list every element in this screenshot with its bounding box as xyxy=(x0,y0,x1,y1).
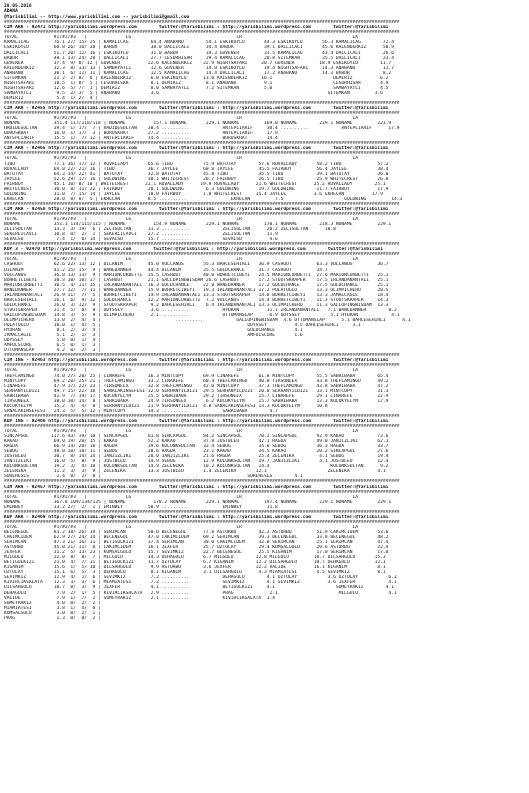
table-row: DEMIRIZ 5.4 1/ 2/ 4 | xyxy=(4,95,99,101)
separator-line: ############################################################################################################################################### xyxy=(4,151,400,157)
table-row: ROVALLADY 69.0 22/ 21/ 16 | TIBO 36.7 JAYLEE 60.8 JAYLEE 45.5 FAIRBOY 56.4 JAYLEE 38.4 xyxy=(4,166,389,172)
table-row: MIAMIATESI 3.8 1/ 4/ 0 | xyxy=(4,605,101,611)
separator-line: ############################################################################################################################################### xyxy=(4,519,400,525)
table-row: BAHCESEHIRLI 26.1 6/ 9/ 12 | GOLDCHANCE 12.2 MARIONCORBETTI 7.2 VULCANUS 14.4 BUHRETCIBEYI 11.3 STOOTSKRAPER 14.3 xyxy=(4,297,389,303)
report-city: ADANA xyxy=(4,9,18,15)
table-row: KAMALICAG 76.1 27/ 15/ 25 | KAMALICAG 64.4 ANABANU 54.1 ESKIKOYLU 44.3 ESKIKOYLU 56.3 KAMALICAG 72.4 xyxy=(4,40,394,46)
table-row: JANJIZLIKI 16.0 5/ 8/ 9 | JUSTBLEU 14.9 SEBOG 12.9 KULUNKSULTAN 19.7 JANJIZLIKI 4.1 JUSTBLEU 12.4 xyxy=(4,459,389,465)
table-row: BECENEGUL 83.2 38/ 26/ 19 | SERIMCAN 50.0 BECENEGUL 77.8 ASTURBO 42.2 ASTURBO 51.9 CAKIMCIDEM 53.6 xyxy=(4,529,389,535)
separator-line: ############################################################################################################################################### xyxy=(4,423,400,429)
table-row: JAMALCAGIL 5.1 2/ 1/ 3 | AMFULSCORE 1.6 xyxy=(4,333,303,339)
column-header-row: TOTAL #1/#2/#3 | LG LR LA xyxy=(4,116,359,122)
separator-line: ############################################################################################################################################### xyxy=(4,20,400,26)
column-header-row: TOTAL #1/#2/#3 | LG LR LA xyxy=(4,217,359,223)
table-row: ZELISULTAN 13.3 3/ 19/ 6 | ZELISULTAN 31.3 .......... ZELISULTAN 20.2 ZELISULTAN 10.8 xyxy=(4,227,336,233)
separator-line: ############################################################################################################################################### xyxy=(4,141,400,147)
table-row: JUSTBLEU 30.7 8/ 14/ 14 | JANJIZLIKI 20.0 JANJIZLIKI 21.6 RAGDA 25.4 ZELENIKA 4.1 SEBOG 19.4 xyxy=(4,454,389,460)
table-row: VULCANUS 36.0 13/ 13/ 9 | MARIONCORBETTI 35.5 CASHOUT 40.0 BUHRETCIBEYI 24.5 MARIONCORBETTI 27.6 MARIONCORBETTI 25.1 xyxy=(4,272,389,278)
table-row: ASTURBO 45.0 21/ 11/ 8 | CAKIMCIDEM 16.1 JEXFER 25.7 OZTULAY 29.4 KUMSALGULU 20.6 ASTURBO 22.4 xyxy=(4,545,389,551)
table-row: GALLOPINGWISDAM 14.8 3/ 5/ 9 | OLIMPICHERO 2.1 .......... OTTOMANSLAP 6.9 ODYSSEY 5.1 HYDRAN 4.1 xyxy=(4,312,400,318)
table-row: OLIMPICHERO 13.0 2/ 4/ 4 | .......... GALLOPINGWISDAM 4.6 OTTOMANSLAP 5.1 BAHCESEHIRLI 4.1 xyxy=(4,317,411,323)
table-row: BABUR 48.1 13/ 24/ 20 | DALLICALI 27.7 CESURHISAR 29.4 KAMALICAG 20.8 SITEMKAN 35.5 DALLICALI 23.4 xyxy=(4,55,394,61)
table-row: HADIDESULTAN 39.4 1/ 17/ 7 | HADIDESULTAN 30.4 .......... ANTEPLIARIF 30.4 .......... ANTEPLIARIF 17.9 xyxy=(4,126,400,132)
table-row: SEVALSU 7.4 1/ 0/ 14 | SEVALSU 15.7 .......... SEVALSU 4.6 xyxy=(4,237,278,243)
table-row: SEBOG 48.0 18/ 18/ 11 | SEBOG 28.6 RAGDA 23.1 KAKAO 34.5 KAKAO 20.2 SINCAPGUL 27.6 xyxy=(4,449,389,455)
table-row: NIGHTSAFARI 12.6 5/ 7/ 1 | DEMIRIZ 0.0 SAMBAYATLI 7.2 SITEMKAN 5.0 SAMBAYATLI 4.5 xyxy=(4,85,389,91)
column-header-row: TOTAL #1/#2/#3 | LG LR LA xyxy=(4,494,359,500)
race-block xyxy=(4,414,529,480)
table-row: BETIGULKIZI 21.0 4/ 7/ 11 | BETIGULKIZI 11.7 OZTULAY 6.7 KIGANIM 12.2 DILSAHGULU 10.7 DEHAGULU 12.1 xyxy=(4,560,386,566)
column-header-row: TOTAL #1/#2/#3 | LG LR LA xyxy=(4,429,359,435)
table-row: BUHRETCIBEYI 30.3 10/ 10/ 17 | CASHOUT 21.1 GALLOPINGWISDAM 26.6 CASHOUT 17.2 STOOTSKRAPER 17.5 IRLANDANANTALI 25.1 xyxy=(4,277,389,283)
table-row: CAKIMCIDEM 62.9 27/ 24/ 14 | BECENEGUL 47.0 CAKIMCIDEM 69.2 SERIMCAN 39.3 BECENEGUL 33.8 BECENEGUL 48.2 xyxy=(4,535,389,540)
table-row: SERHANYILDIZI 49.7 15/ 22/ 18 | SANALAKINSEFESI 32.0 SERHANYILDIZI 29.5 SERHANYILDIZI 20.0 SERHANYILDIZI 33.1 MINTCOPY 31.3 xyxy=(4,388,389,394)
separator-line: ############################################################################################################################################### xyxy=(4,100,400,106)
table-row: OTTOMANSLAP 4.2 0/ 2/ 3 | xyxy=(4,348,101,354)
race-title: CIM ARA - 92471 http://yarisbilimi.wordpress.com twitter:@Yarisbilimi : http://yarisbilimi.wordpress.com twitter:@Yarisbilimi xyxy=(4,25,389,31)
table-row: CINAREFE 47.9 17/ 22/ 23 | TIRSONEEX 32.8 THEFLAMINGO 42.0 MINTCOPY 37.3 THEFLAMINGO 43.8 SABRIBABA 47.2 xyxy=(4,383,389,389)
table-row: SITEMKAN 21.2 2/ 8/ 8 | KALENDERKIZ 6.0 ESKIKOYLU 13.0 KALENDERKIZ 16.1 DEMIRIZ 6.2 xyxy=(4,75,389,81)
table-row: OZTULAY 15.1 6/ 5/ 3 | DEHAGULU 8.1 KIGANIM 3.1 DILSAHGULU 4.3 MIAMIATESI 4.5 SEVIMKIZ 8.1 xyxy=(4,570,386,576)
table-row: NONAME 367.8 109/134/135 | NONAME 178.2 NONAME 229.1 NONAME 197.4 NONAME 229.1 NONAME 229.1 xyxy=(4,499,392,505)
race-block xyxy=(4,479,529,509)
table-row: WHITECREST 30.0 8/ 11/ 22 | FAIRBOY 20.1 GOLDWING 6.3 GOLDWING 19.7 GOLDWING 11.7 FAIRBOY 17.9 xyxy=(4,186,389,192)
race-block xyxy=(4,202,529,242)
table-row: SANALAKINSEFESI 24.3 5/ 5/ 12 | MINTCOPY 14.3 .......... SABRIBABA 4.7 xyxy=(4,408,278,414)
table-row: BATUTAY 64.3 14/ 22/ 41 | BATUTAY 32.8 BATUTAY 45.8 TIBO 35.5 TIBO 39.1 BATUTAY 36.0 xyxy=(4,171,389,177)
race-block xyxy=(4,242,529,353)
table-row: SAMBAYATLI 9.5 2/ 3/ 5 | ANABANU 3.6 SITEMKAN 3.6 xyxy=(4,90,383,96)
separator-line: ############################################################################################################################################### xyxy=(4,242,400,248)
table-row: VALIDE 7.9 1/ 7/ 2 | SUMEYRAKIZ 2.1 .......... KIVIRCIKSALATA 1.4 xyxy=(4,595,276,601)
table-row: KUCUKYELYM 15.2 4/ 4/ 8 | SERHANYILDIZI 21.9 SERHANYILDIZI 4.8 SANALAKINSEFESI 13.3 KUCUKYELYM 10.8 xyxy=(4,403,328,409)
table-row: NIGHTSAFARI 18.5 1/ 8/ 5 | CESURHISAR 0.1 DEMIRIZ 8.1 ANABANU 9.1 CESURHISAR 4.9 xyxy=(4,80,389,86)
table-row: KIVIRCIKSALATA 12.3 3/ 3/ 6 | MIAMIATESI 7.2 .......... SEVIMKIZ 4.1 SEVIMKIZ 3.6 JEXFER 4.1 xyxy=(4,580,397,586)
table-row: STOOTSKRAPER 21.4 5/ 8/ 8 | ODYSSEY 3.6 .......... HYDRAN 11.1 IRLANDANANTALI 7.1 WANEDANNER 8.2 xyxy=(4,307,397,313)
table-row: MINTCOPY 69.2 20/ 25/ 21 | THEFLAMINGO 33.2 CINAREFE 60.4 THEFLAMINGO 40.0 TIRSONEEX 43.8 THEFLAMINGO 49.2 xyxy=(4,378,389,384)
race-title: CIM ARA - 92456 http://yarisbilimi.wordpress.com twitter:@Yarisbilimi : http://yarisbilimi.wordpress.com twitter:@Yarisbilimi xyxy=(4,206,389,212)
table-row: WANEDANNER 27.7 12/ 7/ 11 | WANEDANNER 15.9 BUHRETCIBEYI 19.3 IRLANDANANTALI 17.2 POLATOGLU 13.3 OLIMPICHERO 20.5 xyxy=(4,287,389,293)
table-row: RAGDA 66.9 14/ 20/ 18 | RAGDA 39.6 KULUNKSULTAN 32.4 SEBOG 34.8 SEBOG 36.3 RAGDA 33.7 xyxy=(4,444,389,450)
separator-line: ############################################################################################################################################### xyxy=(4,212,400,217)
column-header-row: TOTAL #1/#2/#3 | LG LR LA xyxy=(4,156,359,162)
race-title: KUP 3 - 92470 http://yarisbilimi.wordpress.com twitter:@Yarisbilimi : http://yarisbilimi.wordpress.com twitter:@Yarisbilimi xyxy=(4,247,383,253)
table-row: JEXFER 31.2 5/ 13/ 23 | KUMSALGULU 15.7 SEVIMKIZ 22.7 BECENEGUL 25.5 KIGANIM 17.0 SERIMCAN 17.0 xyxy=(4,550,389,556)
table-row: GUVENER 37.4 9/ 8/ 12 | GUVENER 22.6 KALENDERKIZ 22.9 NIGHTSAFARI 20.7 GUVENER 18.9 ESKIKOYLU 11.7 xyxy=(4,60,392,66)
report-date: 28.05.2016 xyxy=(4,4,32,9)
table-row: SUMEYRAKIZ 4.0 0/ 2/ 2 | xyxy=(4,600,101,606)
table-row: SOREHESLS 1.4 0/ 2/ 0 | SOREHESLS 4.1 xyxy=(4,474,303,480)
table-row: GOLDWING 31.0 7/ 15/ 14 | JAYLEE 10.0 FAIRBOY 1.0 WHITECREST 15.4 JAYLEE 3.6 EKRECAN 17.9 xyxy=(4,191,383,197)
separator-line: ############################################################################################################################################### xyxy=(4,30,400,36)
table-row: KULUNKSULTAN 19.2 3/ 4/ 10 | KULUNKSULTAN 14.9 ZELENIKA 10.2 KULUNKSULTAN 14.4 KULUNKSULTAN 9.2 xyxy=(4,464,389,470)
table-row: MARIONCORBETTI 30.5 4/ 11/ 15 | IRLANDANANTALI 16.3 GOLDCHANCE 22.0 WANEDANNER 17.2 GOLDCHANCE 17.5 GOLDCHANCE 25.1 xyxy=(4,282,389,288)
table-row: KIGANIM 15.6 1/ 5/ 10 | DILSAHGULU 9.9 ASTURBO 3.6 JEXFER 12.2 VALIDE 16.1 KIGANIM 8.1 xyxy=(4,565,386,571)
separator-line: ############################################################################################################################################### xyxy=(4,489,400,495)
table-row: DALLICALI 51.7 20/ 12/ 16 | ESKIKOYLU 31.0 BABUR 34.3 GUVENER 31.5 KAMALICAG 43.4 DALLICALI 26.6 xyxy=(4,50,394,56)
table-row: JAYLEE 52.6 29/ 17/ 16 | GOLDWING 30.1 WHITECREST 20.7 FAIRBOY 26.5 TIBO 25.9 WHITECREST 26.0 xyxy=(4,176,389,182)
separator-line: ############################################################################################################################################### xyxy=(4,509,400,515)
race-title: KUP ARA - 92469 http://yarisbilimi.wordpress.com twitter:@Yarisbilimi : http://yarisbilimi.wordpress.com twitter:@Yarisbilimi xyxy=(4,514,389,520)
table-row: KAKAO 69.0 19/ 20/ 15 | KAKAO 52.2 KAKAO 37.8 JUSTBLEU 42.1 RAGDA 49.0 JANJIZLIKI 62.1 xyxy=(4,439,389,445)
table-row: ODYSSEY 5.0 0/ 1/ 4 | xyxy=(4,338,101,344)
race-title: CIM ARA - 92455 http://yarisbilimi.wordpress.com twitter:@Yarisbilimi : http://yarisbilimi.wordpress.com twitter:@Yarisbilimi xyxy=(4,106,389,112)
table-row: POLATOGLU 10.0 1/ 4/ 5 | ODYSSEY 4.5 BAHCESEHIRLI 3.1 xyxy=(4,323,361,329)
table-row: ZELENIKA 11.2 3/ 3/ 9 | ZELENIKA 13.3 JUSTBLEU 1.4 ZELENIKA 12.1 ZELENIKA 4.1 xyxy=(4,469,386,475)
table-row: SEVIMKIZ 12.9 4/ 1/ 6 | SEVIMKIZ 7.2 .......... DEHAGULU 4.1 OZTULAY 3.6 OZTULAY 6.2 xyxy=(4,575,397,581)
table-row: SEKERLICAVCI 10.8 0/ 2/ 1 | SEKERLICAVCI 27.2 .......... ZELISULTAN 11.9 xyxy=(4,232,278,238)
separator-line: ############################################################################################################################################### xyxy=(4,252,400,258)
table-row: NONAME 351.4 117/118/118 | NONAME 157.1 NONAME 229.1 NONAME 169.0 NONAME 229.1 NONAME 221.9 xyxy=(4,121,392,127)
races-container xyxy=(4,20,529,621)
table-row: PRAG 1.3 0/ 0/ 2 | xyxy=(4,615,101,621)
table-row: DEHAGULU 7.9 2/ 1/ 5 | KIVIRCIKSALATA 2.9 .......... PRAG 2.1 MILGULU 4.1 xyxy=(4,590,397,596)
race-title: CIM ARA - 92465 http://yarisbilimi.wordpress.com twitter:@Yarisbilimi : http://yarisbilimi.wordpress.com twitter:@Yarisbilimi xyxy=(4,146,389,152)
table-row: TIRSONEEX 38.0 10/ 14/ 8 | SABRIBABA 24.9 TIRSONEEX 6.2 KUCUKYELYM 15.7 SABRIBABA 13.3 KUCUKYELYM 17.9 xyxy=(4,398,389,404)
race-title: KUP ING - 92466 http://yarisbilimi.wordpress.com twitter:@Yarisbilimi : http://yarisbilimi.wordpress.com twitter:@Yarisbilimi xyxy=(4,418,389,424)
column-header-row: TOTAL #1/#2/#3 | LG LR LA xyxy=(4,35,359,41)
table-row: MILGULU 22.0 8/ 8/ 7 | MILGULU 14.3 DEHAGULU 6.7 MILGULU 12.8 MILGULU 10.7 DILSAHGULU 15.3 xyxy=(4,555,386,561)
table-row: FAIRBOY 45.1 10/ 8/ 10 | WHITECREST 22.1 ROVALLADY 19.9 ROVALLADY 21.6 WHITECREST 25.2 ROVALLADY 25.1 xyxy=(4,181,386,187)
separator-line: ############################################################################################################################################### xyxy=(4,111,400,117)
table-row: IRLANDANANTALI 26.9 11/ 7/ 5 | BUHRETCIBEYI 14.9 IRLANDANANTALI 13.3 STOOTSKRAPER 14.8 BUHRETCIBEYI 13.3 JAMALCAGIL 18.4 xyxy=(4,292,389,298)
race-block xyxy=(4,20,529,101)
table-row: DILANIM 41.2 15/ 15/ 9 | WANEDANNER 44.4 DILANIM 35.5 GOLDCHANCE 31.7 CASHOUT 34.7 xyxy=(4,267,328,273)
table-row: KUMSALGULU 3.0 0/ 2/ 1 | xyxy=(4,610,101,616)
column-header-row: TOTAL #1/#2/#3 | LG LR LA xyxy=(4,368,359,374)
table-row: SINCAPGUL 117.6 43/ 19/ 10 | SINCAPGUL 61.8 SINCAPGUL 84.2 SINCAPGUL 70.2 SINCAPGUL 92.9 KAKAO 73.6 xyxy=(4,434,389,440)
table-row: DILSAHGULU 10.7 0/ 3/ 9 | JEXFER 4.1 .......... BETIGULKIZI 4.1 SUMEYRAKIZ 4.1 xyxy=(4,585,394,591)
separator-line: ############################################################################################################################################### xyxy=(4,353,400,359)
separator-line: ############################################################################################################################################### xyxy=(4,479,400,485)
race-block xyxy=(4,101,529,141)
table-row: ANTEPLIARIF 15.5 1/ 7/ 12 | ANTEPLIARIF 14.4 .......... BURUSKHAT 14.4 xyxy=(4,136,278,142)
race-title: CIM ARA - 92457 http://yarisbilimi.wordpress.com twitter:@Yarisbilimi : http://yarisbilimi.wordpress.com twitter:@Yarisbilimi xyxy=(4,484,389,490)
table-row: EMINBEY 33.2 27/ 2/ 1 | EMINBEY 50.9 .......... EMINBEY 31.8 xyxy=(4,504,278,510)
table-row: SERIMCAN 47.3 21/ 16/ 11 | BETIGULKIZI 37.4 SERIMCAN 30.0 CAKIMCIDEM 32.0 SERIMCAN 25.1 SERIMCAN 47.4 xyxy=(4,540,389,546)
table-row: EKRECAN 28.0 8/ 8/ 5 | EKRECAN 8.5 .......... EKRECAN 7.5 GOLDWING 14.3 xyxy=(4,196,403,202)
table-row: BURUSKHAT 16.0 1/ 17/ 3 | BURUSKHAT 27.2 .......... ANTEPLIARIF 17.9 xyxy=(4,131,278,137)
table-row: CASHOUT 62.6 22/ 13/ 12 | DILANIM 45.0 VULCANUS 55.3 BAHCESEHIRLI 36.9 CASHOUT 63.3 VULCANUS 36.7 xyxy=(4,262,389,268)
separator-line: ############################################################################################################################################### xyxy=(4,413,400,419)
table-row: GOLDCHANCE 26.0 3/ 12/ 9 | STOOTSKRAPER 9.2 BAHCESEHIRLI 6.4 IRLANDANANTALI 13.3 OLIMPICHERO 11.3 GALLOPINGWISDAM 13.3 xyxy=(4,302,389,308)
table-row: SABRIBABA 41.9 7/ 19/ 17 | KUCUKYELYM 25.5 SABRIBABA 29.2 TIRSONEEX 15.7 CINAREFE 29.1 CINAREFE 22.9 xyxy=(4,393,389,399)
table-row: KALENDERKIZ 32.3 8/ 13/ 13 | SAMBAYATLI 12.6 GUVENER 14.0 ESKIKOYLU 19.4 NIGHTSAFARI 14.3 ANABANU 11.7 xyxy=(4,65,394,71)
separator-line: ############################################################################################################################################### xyxy=(4,363,400,369)
separator-line: ############################################################################################################################################### xyxy=(4,201,400,207)
table-row: ANABANU 30.1 6/ 12/ 11 | KAMALICAG 12.5 KAMALICAG 14.4 DALLICALI 17.2 ANABANU 14.3 BABUR 8.2 xyxy=(4,70,392,76)
column-header-row: TOTAL #1/#2/#3 | LG LR LA xyxy=(4,524,359,530)
race-block xyxy=(4,141,529,202)
table-row: TIBO 77.1 36/ 17/ 12 | ROVALLADY 65.6 TIBO 75.9 BATUTAY 57.6 ROVALLADY 58.2 TIBO 57.2 xyxy=(4,161,389,167)
race-title: CIM ING - 92463 http://yarisbilimi.wordpress.com twitter:@Yarisbilimi : http://yarisbilimi.wordpress.com twitter:@Yarisbilimi xyxy=(4,358,389,364)
table-row: NONAME 351.1 114/115/115 | NONAME 154.9 NONAME 229.1 NONAME 170.1 NONAME 218.3 NONAME 229.1 xyxy=(4,222,392,228)
race-block xyxy=(4,510,529,621)
table-row: THEFLAMINGO 74.0 27/ 20/ 25 | CINAREFE 36.3 MINTCOPY 69.9 CINAREFE 61.8 MINTCOPY 55.5 SABRIBABA 65.4 xyxy=(4,373,389,379)
race-block xyxy=(4,353,529,414)
table-row: ESKIKOYLU 60.8 26/ 16/ 18 | BABUR 38.0 DALLICALI 34.4 BABUR 39.1 DALLICALI 45.6 KALENDERKIZ 50.9 xyxy=(4,45,394,51)
table-row: AMFULSCORE 6.5 0/ 1/ 3 | xyxy=(4,343,101,349)
contact-line: @Yarisbilimi -- http://www.yarisbilimi.com -- yarisbilimi@gmail.com xyxy=(4,14,190,20)
table-row: HYDRAN 8.1 2/ 3/ 4 | GOLDCHANCE 4.1 xyxy=(4,328,303,334)
column-header-row: TOTAL #1/#2/#3 | LG LR LA xyxy=(4,257,359,263)
